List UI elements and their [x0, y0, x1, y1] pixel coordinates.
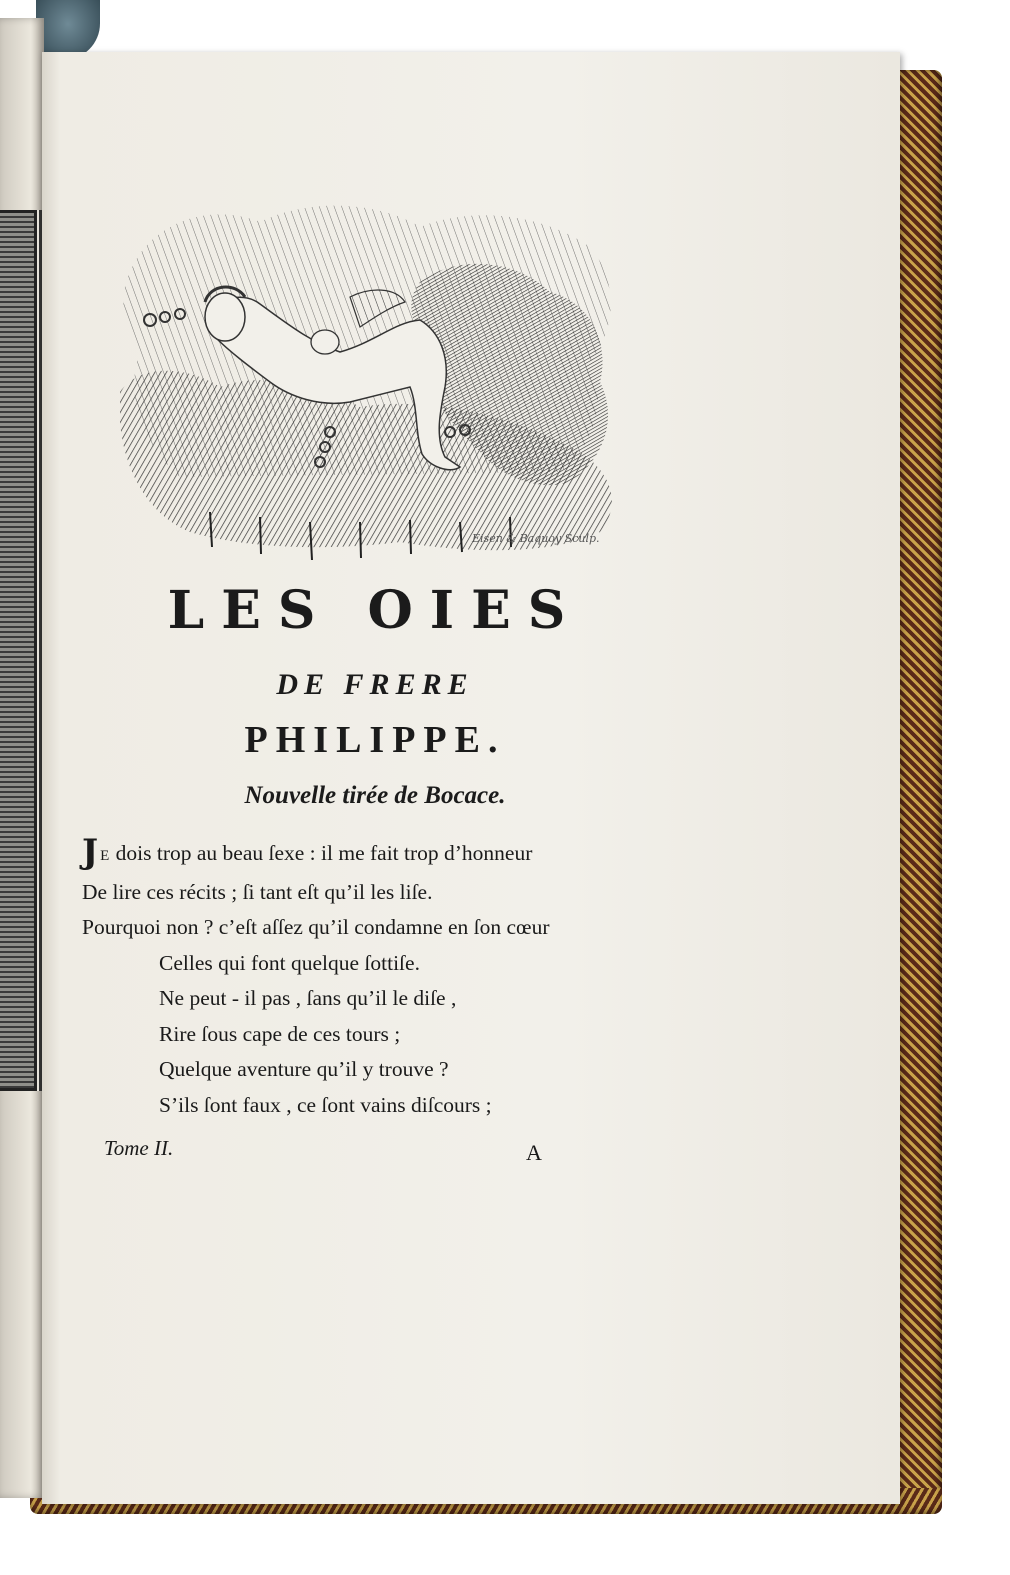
verse-line: Pourquoi non ? c’eſt aſſez qu’il condamne en ſon cœur [82, 915, 550, 939]
verse-line: De lire ces récits ; ſi tant eſt qu’il les liſe. [82, 879, 433, 904]
title-line-1: LES OIES [167, 580, 583, 641]
verse-line: Rire ſous cape de ces tours ; [159, 1021, 401, 1046]
verse-block [82, 832, 682, 1123]
bookmark-ribbon [36, 0, 100, 60]
verse-line: S’ils ſont faux , ce ſont vains diſcours ; [159, 1092, 492, 1117]
verse-line-text: dois trop au beau ſexe : il me fait trop d’honneur [110, 841, 533, 865]
drop-cap: J [82, 832, 99, 872]
engraving-signature: Eisen & Baquoy Sculp. [472, 532, 600, 545]
verse-line [82, 832, 682, 875]
verse-line: Ne peut - il pas , ſans qu’il le diſe , [159, 986, 457, 1010]
title-line-2: DE FRERE [276, 668, 474, 701]
gathering-signature: A [526, 1140, 542, 1165]
volume-signature: Tome II. [104, 1136, 174, 1160]
verse-line: Quelque aventure qu’il y trouve ? [159, 1057, 449, 1081]
verse-line: Celles qui font quelque ſottiſe. [159, 950, 420, 975]
small-cap: E [100, 848, 111, 864]
subtitle: Nouvelle tirée de Bocace. [244, 782, 506, 809]
left-page-engraving-plate [0, 210, 37, 1091]
engraving-vignette [120, 192, 625, 567]
title-line-3: PHILIPPE. [244, 719, 506, 761]
